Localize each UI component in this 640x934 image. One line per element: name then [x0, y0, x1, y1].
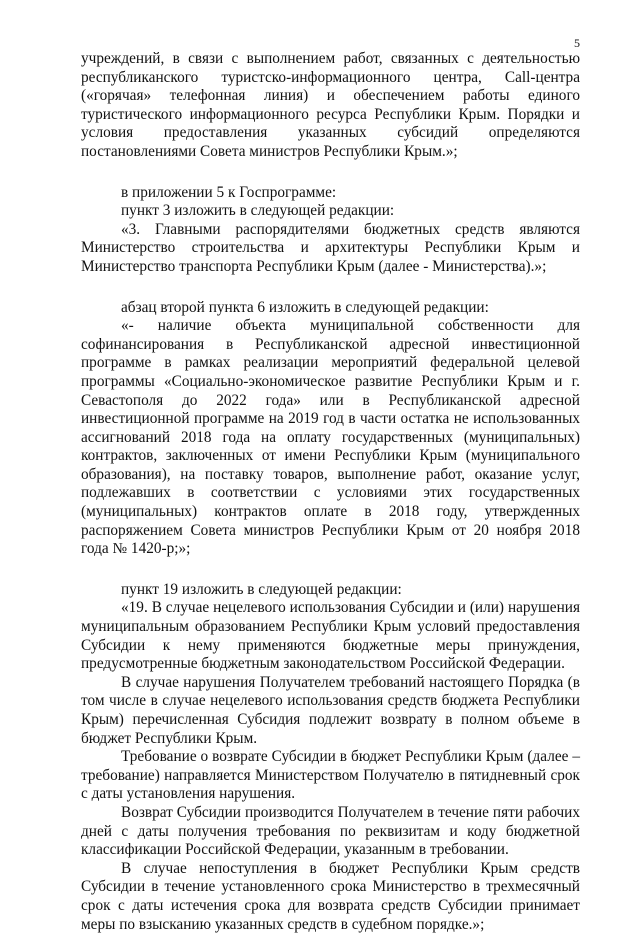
paragraph-point-6-text: «- наличие объекта муниципальной собственности для софинансирования в Республиканской адресной инвестиционной программе в рамках реализации мероприятий федеральной целевой программы «Социально-экономическое развитие Республики Крым и г. Севастополя до 2022 года» или в Республиканской адресной инвестиционной программе на 2019 год в части остатка не использованных ассигнований 2018 года на оплату государственных (муниципальных) контрактов, заключенных от имени Республики Крым (муниципального образования), на поставку товаров, выполнение работ, оказание услуг, подлежавших в соответствии с условиями этих государственных (муниципальных) контрактов оплате в 2018 году, утвержденных распоряжением Совета министров Республики Крым от 20 ноября 2018 года № 1420-р;»; [81, 317, 580, 558]
paragraph-point-3-text: «3. Главными распорядителями бюджетных средств являются Министерство строительства и архитектуры Республики Крым и Министерство транспорта Республики Крым (далее - Министерства).»; [81, 220, 580, 275]
paragraph-demand: Требование о возврате Субсидии в бюджет Республики Крым (далее – требование) направляется Министерством Получателю в пятидневный срок с даты установления нарушения. [81, 748, 580, 803]
paragraph-point-19-intro: пункт 19 изложить в следующей редакции: [121, 580, 402, 598]
paragraph-refund: Возврат Субсидии производится Получателем в течение пяти рабочих дней с даты получения требования по реквизитам и коду бюджетной классификации Российской Федерации, указанным в требовании. [81, 803, 580, 859]
paragraph-point-19-text: «19. В случае нецелевого использования Субсидии и (или) нарушения муниципальным образованием Республики Крым условий предоставления Субсидии к нему применяются бюджетные меры принуждения, предусмотренные бюджетным законодательством Российской Федерации. [81, 599, 580, 673]
paragraph-violation: В случае нарушения Получателем требований настоящего Порядка (в том числе в случае нецелевого использования средств бюджета Республики Крым) перечисленная Субсидия подлежит возврату в полном объеме в бюджет Республики Крым. [81, 673, 580, 747]
paragraph-point-3-intro: пункт 3 изложить в следующей редакции: [121, 202, 395, 220]
page-number: 5 [574, 36, 580, 50]
document-body [81, 50, 580, 934]
paragraph-appendix-5: в приложении 5 к Госпрограмме: [121, 183, 337, 201]
paragraph-non-receipt: В случае непоступления в бюджет Республики Крым средств Субсидии в течение установленного срока Министерство в трехмесячный срок с даты истечения срока для возврата средств Субсидии принимает меры по взысканию указанных средств в судебном порядке.»; [81, 859, 580, 933]
paragraph-point-6-intro: абзац второй пункта 6 изложить в следующей редакции: [121, 298, 489, 316]
paragraph-continuation: учреждений, в связи с выполнением работ, связанных с деятельностью республиканского туристско-информационного центра, Call-центра («горячая» телефонная линия) и обеспечением работы единого туристического информационного ресурса Республики Крым. Порядки и условия предоставления указанных субсидий определяются постановлениями Совета министров Республики Крым.»; [81, 50, 580, 160]
